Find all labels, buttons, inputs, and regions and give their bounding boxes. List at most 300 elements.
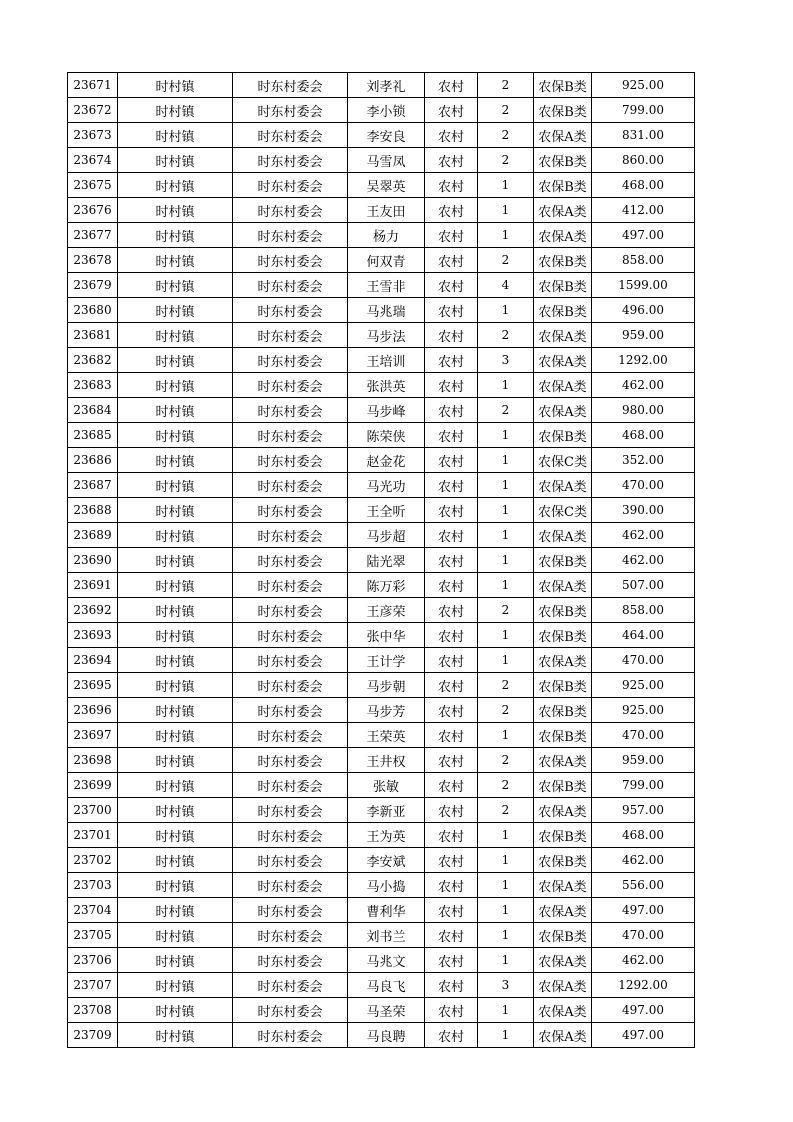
village-committee-name-cell: 时东村委会 xyxy=(233,323,348,348)
table-row xyxy=(68,573,695,598)
household-size-cell: 1 xyxy=(478,498,534,523)
town-name-cell: 时村镇 xyxy=(118,98,233,123)
town-name-cell: 时村镇 xyxy=(118,948,233,973)
amount-cell: 858.00 xyxy=(592,248,695,273)
area-type-cell: 农村 xyxy=(425,848,478,873)
village-committee-name-cell: 时东村委会 xyxy=(233,573,348,598)
insurance-category-cell: 农保B类 xyxy=(534,698,592,723)
person-name-cell: 马良聘 xyxy=(348,1023,425,1048)
area-type-cell: 农村 xyxy=(425,198,478,223)
village-committee-name-cell: 时东村委会 xyxy=(233,73,348,98)
area-type-cell: 农村 xyxy=(425,798,478,823)
area-type-cell: 农村 xyxy=(425,1023,478,1048)
village-committee-name-cell: 时东村委会 xyxy=(233,973,348,998)
amount-cell: 412.00 xyxy=(592,198,695,223)
insurance-category-cell: 农保A类 xyxy=(534,948,592,973)
table-row xyxy=(68,873,695,898)
row-number-cell: 23697 xyxy=(68,723,118,748)
row-number-cell: 23702 xyxy=(68,848,118,873)
person-name-cell: 王井权 xyxy=(348,748,425,773)
insurance-category-cell: 农保A类 xyxy=(534,1023,592,1048)
insurance-category-cell: 农保B类 xyxy=(534,273,592,298)
village-committee-name-cell: 时东村委会 xyxy=(233,948,348,973)
village-committee-name-cell: 时东村委会 xyxy=(233,1023,348,1048)
table-row xyxy=(68,348,695,373)
village-committee-name-cell: 时东村委会 xyxy=(233,873,348,898)
area-type-cell: 农村 xyxy=(425,148,478,173)
village-committee-name-cell: 时东村委会 xyxy=(233,523,348,548)
insurance-category-cell: 农保B类 xyxy=(534,823,592,848)
row-number-cell: 23708 xyxy=(68,998,118,1023)
village-committee-name-cell: 时东村委会 xyxy=(233,373,348,398)
row-number-cell: 23703 xyxy=(68,873,118,898)
amount-cell: 468.00 xyxy=(592,173,695,198)
area-type-cell: 农村 xyxy=(425,898,478,923)
village-committee-name-cell: 时东村委会 xyxy=(233,498,348,523)
row-number-cell: 23695 xyxy=(68,673,118,698)
insurance-category-cell: 农保A类 xyxy=(534,998,592,1023)
insurance-category-cell: 农保C类 xyxy=(534,498,592,523)
row-number-cell: 23699 xyxy=(68,773,118,798)
household-size-cell: 1 xyxy=(478,873,534,898)
row-number-cell: 23691 xyxy=(68,573,118,598)
insurance-category-cell: 农保B类 xyxy=(534,148,592,173)
row-number-cell: 23689 xyxy=(68,523,118,548)
table-row xyxy=(68,273,695,298)
area-type-cell: 农村 xyxy=(425,723,478,748)
town-name-cell: 时村镇 xyxy=(118,423,233,448)
amount-cell: 858.00 xyxy=(592,598,695,623)
town-name-cell: 时村镇 xyxy=(118,298,233,323)
table-row xyxy=(68,948,695,973)
household-size-cell: 1 xyxy=(478,898,534,923)
row-number-cell: 23680 xyxy=(68,298,118,323)
area-type-cell: 农村 xyxy=(425,423,478,448)
insurance-category-cell: 农保B类 xyxy=(534,98,592,123)
area-type-cell: 农村 xyxy=(425,748,478,773)
area-type-cell: 农村 xyxy=(425,998,478,1023)
person-name-cell: 王雪非 xyxy=(348,273,425,298)
village-committee-name-cell: 时东村委会 xyxy=(233,173,348,198)
table-row xyxy=(68,98,695,123)
household-size-cell: 2 xyxy=(478,323,534,348)
table-row xyxy=(68,373,695,398)
row-number-cell: 23683 xyxy=(68,373,118,398)
household-size-cell: 1 xyxy=(478,823,534,848)
area-type-cell: 农村 xyxy=(425,323,478,348)
table-row xyxy=(68,498,695,523)
person-name-cell: 马雪凤 xyxy=(348,148,425,173)
table-row xyxy=(68,423,695,448)
household-size-cell: 2 xyxy=(478,748,534,773)
person-name-cell: 马步芳 xyxy=(348,698,425,723)
amount-cell: 462.00 xyxy=(592,523,695,548)
town-name-cell: 时村镇 xyxy=(118,373,233,398)
household-size-cell: 2 xyxy=(478,248,534,273)
amount-cell: 497.00 xyxy=(592,223,695,248)
area-type-cell: 农村 xyxy=(425,973,478,998)
amount-cell: 925.00 xyxy=(592,73,695,98)
village-committee-name-cell: 时东村委会 xyxy=(233,248,348,273)
row-number-cell: 23674 xyxy=(68,148,118,173)
town-name-cell: 时村镇 xyxy=(118,198,233,223)
village-committee-name-cell: 时东村委会 xyxy=(233,148,348,173)
person-name-cell: 王彦荣 xyxy=(348,598,425,623)
table-row xyxy=(68,548,695,573)
person-name-cell: 李小锁 xyxy=(348,98,425,123)
row-number-cell: 23693 xyxy=(68,623,118,648)
person-name-cell: 赵金花 xyxy=(348,448,425,473)
table-row xyxy=(68,523,695,548)
person-name-cell: 马良飞 xyxy=(348,973,425,998)
area-type-cell: 农村 xyxy=(425,648,478,673)
village-committee-name-cell: 时东村委会 xyxy=(233,998,348,1023)
area-type-cell: 农村 xyxy=(425,698,478,723)
insurance-category-cell: 农保B类 xyxy=(534,73,592,98)
person-name-cell: 陈万彩 xyxy=(348,573,425,598)
town-name-cell: 时村镇 xyxy=(118,448,233,473)
household-size-cell: 1 xyxy=(478,423,534,448)
table-row xyxy=(68,598,695,623)
person-name-cell: 马小捣 xyxy=(348,873,425,898)
town-name-cell: 时村镇 xyxy=(118,398,233,423)
amount-cell: 925.00 xyxy=(592,698,695,723)
amount-cell: 1599.00 xyxy=(592,273,695,298)
table-row xyxy=(68,748,695,773)
village-committee-name-cell: 时东村委会 xyxy=(233,198,348,223)
amount-cell: 496.00 xyxy=(592,298,695,323)
row-number-cell: 23706 xyxy=(68,948,118,973)
insurance-category-cell: 农保A类 xyxy=(534,573,592,598)
town-name-cell: 时村镇 xyxy=(118,873,233,898)
person-name-cell: 马步超 xyxy=(348,523,425,548)
household-size-cell: 2 xyxy=(478,148,534,173)
household-size-cell: 1 xyxy=(478,223,534,248)
insurance-category-cell: 农保B类 xyxy=(534,723,592,748)
insurance-category-cell: 农保A类 xyxy=(534,898,592,923)
person-name-cell: 李安良 xyxy=(348,123,425,148)
town-name-cell: 时村镇 xyxy=(118,973,233,998)
area-type-cell: 农村 xyxy=(425,498,478,523)
town-name-cell: 时村镇 xyxy=(118,698,233,723)
table-row xyxy=(68,73,695,98)
amount-cell: 470.00 xyxy=(592,473,695,498)
amount-cell: 860.00 xyxy=(592,148,695,173)
area-type-cell: 农村 xyxy=(425,398,478,423)
area-type-cell: 农村 xyxy=(425,298,478,323)
household-size-cell: 1 xyxy=(478,298,534,323)
person-name-cell: 王计学 xyxy=(348,648,425,673)
row-number-cell: 23676 xyxy=(68,198,118,223)
household-size-cell: 2 xyxy=(478,73,534,98)
village-committee-name-cell: 时东村委会 xyxy=(233,748,348,773)
row-number-cell: 23679 xyxy=(68,273,118,298)
town-name-cell: 时村镇 xyxy=(118,923,233,948)
town-name-cell: 时村镇 xyxy=(118,498,233,523)
town-name-cell: 时村镇 xyxy=(118,248,233,273)
person-name-cell: 张敏 xyxy=(348,773,425,798)
insurance-category-cell: 农保B类 xyxy=(534,623,592,648)
row-number-cell: 23688 xyxy=(68,498,118,523)
amount-cell: 470.00 xyxy=(592,723,695,748)
table-row xyxy=(68,848,695,873)
household-size-cell: 2 xyxy=(478,123,534,148)
table-row xyxy=(68,623,695,648)
insurance-category-cell: 农保A类 xyxy=(534,373,592,398)
amount-cell: 831.00 xyxy=(592,123,695,148)
table-row xyxy=(68,448,695,473)
area-type-cell: 农村 xyxy=(425,923,478,948)
household-size-cell: 1 xyxy=(478,723,534,748)
village-committee-name-cell: 时东村委会 xyxy=(233,823,348,848)
household-size-cell: 4 xyxy=(478,273,534,298)
table-row xyxy=(68,898,695,923)
insurance-category-cell: 农保B类 xyxy=(534,248,592,273)
table-row xyxy=(68,723,695,748)
row-number-cell: 23686 xyxy=(68,448,118,473)
person-name-cell: 曹利华 xyxy=(348,898,425,923)
village-committee-name-cell: 时东村委会 xyxy=(233,798,348,823)
insurance-category-cell: 农保B类 xyxy=(534,423,592,448)
town-name-cell: 时村镇 xyxy=(118,473,233,498)
row-number-cell: 23705 xyxy=(68,923,118,948)
person-name-cell: 何双青 xyxy=(348,248,425,273)
town-name-cell: 时村镇 xyxy=(118,323,233,348)
town-name-cell: 时村镇 xyxy=(118,173,233,198)
village-committee-name-cell: 时东村委会 xyxy=(233,423,348,448)
row-number-cell: 23675 xyxy=(68,173,118,198)
row-number-cell: 23681 xyxy=(68,323,118,348)
village-committee-name-cell: 时东村委会 xyxy=(233,448,348,473)
area-type-cell: 农村 xyxy=(425,373,478,398)
insurance-category-cell: 农保C类 xyxy=(534,448,592,473)
table-row xyxy=(68,773,695,798)
insurance-category-cell: 农保A类 xyxy=(534,473,592,498)
table-row xyxy=(68,923,695,948)
insurance-category-cell: 农保A类 xyxy=(534,223,592,248)
village-committee-name-cell: 时东村委会 xyxy=(233,773,348,798)
household-size-cell: 1 xyxy=(478,648,534,673)
row-number-cell: 23701 xyxy=(68,823,118,848)
area-type-cell: 农村 xyxy=(425,73,478,98)
household-size-cell: 1 xyxy=(478,923,534,948)
person-name-cell: 马步朝 xyxy=(348,673,425,698)
town-name-cell: 时村镇 xyxy=(118,998,233,1023)
row-number-cell: 23682 xyxy=(68,348,118,373)
table-row xyxy=(68,398,695,423)
person-name-cell: 马步法 xyxy=(348,323,425,348)
household-size-cell: 1 xyxy=(478,573,534,598)
household-size-cell: 1 xyxy=(478,198,534,223)
table-body xyxy=(68,73,695,1048)
insurance-category-cell: 农保B类 xyxy=(534,848,592,873)
household-size-cell: 1 xyxy=(478,473,534,498)
town-name-cell: 时村镇 xyxy=(118,673,233,698)
row-number-cell: 23704 xyxy=(68,898,118,923)
area-type-cell: 农村 xyxy=(425,548,478,573)
area-type-cell: 农村 xyxy=(425,248,478,273)
town-name-cell: 时村镇 xyxy=(118,623,233,648)
amount-cell: 556.00 xyxy=(592,873,695,898)
area-type-cell: 农村 xyxy=(425,448,478,473)
person-name-cell: 李安斌 xyxy=(348,848,425,873)
town-name-cell: 时村镇 xyxy=(118,898,233,923)
person-name-cell: 王友田 xyxy=(348,198,425,223)
row-number-cell: 23673 xyxy=(68,123,118,148)
insurance-category-cell: 农保A类 xyxy=(534,798,592,823)
table-row xyxy=(68,248,695,273)
table-row xyxy=(68,123,695,148)
town-name-cell: 时村镇 xyxy=(118,123,233,148)
table-row xyxy=(68,298,695,323)
amount-cell: 462.00 xyxy=(592,548,695,573)
village-committee-name-cell: 时东村委会 xyxy=(233,123,348,148)
household-size-cell: 1 xyxy=(478,998,534,1023)
amount-cell: 464.00 xyxy=(592,623,695,648)
amount-cell: 352.00 xyxy=(592,448,695,473)
household-size-cell: 2 xyxy=(478,773,534,798)
amount-cell: 390.00 xyxy=(592,498,695,523)
person-name-cell: 陈荣侠 xyxy=(348,423,425,448)
area-type-cell: 农村 xyxy=(425,823,478,848)
area-type-cell: 农村 xyxy=(425,773,478,798)
amount-cell: 959.00 xyxy=(592,748,695,773)
household-size-cell: 1 xyxy=(478,1023,534,1048)
insurance-category-cell: 农保A类 xyxy=(534,873,592,898)
person-name-cell: 张中华 xyxy=(348,623,425,648)
area-type-cell: 农村 xyxy=(425,273,478,298)
household-size-cell: 2 xyxy=(478,398,534,423)
amount-cell: 799.00 xyxy=(592,98,695,123)
table-row xyxy=(68,323,695,348)
row-number-cell: 23698 xyxy=(68,748,118,773)
person-name-cell: 王荣英 xyxy=(348,723,425,748)
household-size-cell: 2 xyxy=(478,798,534,823)
amount-cell: 959.00 xyxy=(592,323,695,348)
table-row xyxy=(68,973,695,998)
town-name-cell: 时村镇 xyxy=(118,723,233,748)
village-committee-name-cell: 时东村委会 xyxy=(233,848,348,873)
town-name-cell: 时村镇 xyxy=(118,648,233,673)
row-number-cell: 23694 xyxy=(68,648,118,673)
person-name-cell: 马步峰 xyxy=(348,398,425,423)
area-type-cell: 农村 xyxy=(425,673,478,698)
row-number-cell: 23678 xyxy=(68,248,118,273)
table-row xyxy=(68,648,695,673)
household-size-cell: 1 xyxy=(478,848,534,873)
insurance-category-cell: 农保A类 xyxy=(534,198,592,223)
insurance-category-cell: 农保A类 xyxy=(534,323,592,348)
table-row xyxy=(68,823,695,848)
amount-cell: 497.00 xyxy=(592,998,695,1023)
row-number-cell: 23692 xyxy=(68,598,118,623)
person-name-cell: 马圣荣 xyxy=(348,998,425,1023)
row-number-cell: 23709 xyxy=(68,1023,118,1048)
amount-cell: 462.00 xyxy=(592,948,695,973)
village-committee-name-cell: 时东村委会 xyxy=(233,348,348,373)
town-name-cell: 时村镇 xyxy=(118,848,233,873)
household-size-cell: 3 xyxy=(478,973,534,998)
household-size-cell: 3 xyxy=(478,348,534,373)
village-committee-name-cell: 时东村委会 xyxy=(233,473,348,498)
area-type-cell: 农村 xyxy=(425,223,478,248)
person-name-cell: 王培训 xyxy=(348,348,425,373)
insurance-category-cell: 农保A类 xyxy=(534,398,592,423)
person-name-cell: 马兆文 xyxy=(348,948,425,973)
village-committee-name-cell: 时东村委会 xyxy=(233,223,348,248)
person-name-cell: 王全听 xyxy=(348,498,425,523)
person-name-cell: 刘孝礼 xyxy=(348,73,425,98)
person-name-cell: 刘书兰 xyxy=(348,923,425,948)
amount-cell: 470.00 xyxy=(592,923,695,948)
village-committee-name-cell: 时东村委会 xyxy=(233,623,348,648)
area-type-cell: 农村 xyxy=(425,523,478,548)
town-name-cell: 时村镇 xyxy=(118,573,233,598)
village-committee-name-cell: 时东村委会 xyxy=(233,698,348,723)
person-name-cell: 张洪英 xyxy=(348,373,425,398)
amount-cell: 799.00 xyxy=(592,773,695,798)
amount-cell: 468.00 xyxy=(592,823,695,848)
insurance-category-cell: 农保B类 xyxy=(534,298,592,323)
amount-cell: 462.00 xyxy=(592,373,695,398)
table-row xyxy=(68,198,695,223)
household-size-cell: 2 xyxy=(478,673,534,698)
row-number-cell: 23671 xyxy=(68,73,118,98)
row-number-cell: 23707 xyxy=(68,973,118,998)
insurance-category-cell: 农保B类 xyxy=(534,773,592,798)
area-type-cell: 农村 xyxy=(425,173,478,198)
village-committee-name-cell: 时东村委会 xyxy=(233,898,348,923)
household-size-cell: 2 xyxy=(478,698,534,723)
person-name-cell: 李新亚 xyxy=(348,798,425,823)
insurance-category-cell: 农保B类 xyxy=(534,598,592,623)
amount-cell: 470.00 xyxy=(592,648,695,673)
town-name-cell: 时村镇 xyxy=(118,1023,233,1048)
amount-cell: 980.00 xyxy=(592,398,695,423)
town-name-cell: 时村镇 xyxy=(118,523,233,548)
town-name-cell: 时村镇 xyxy=(118,348,233,373)
row-number-cell: 23672 xyxy=(68,98,118,123)
insurance-category-cell: 农保B类 xyxy=(534,548,592,573)
amount-cell: 462.00 xyxy=(592,848,695,873)
insurance-category-cell: 农保A类 xyxy=(534,348,592,373)
village-committee-name-cell: 时东村委会 xyxy=(233,548,348,573)
row-number-cell: 23685 xyxy=(68,423,118,448)
town-name-cell: 时村镇 xyxy=(118,273,233,298)
town-name-cell: 时村镇 xyxy=(118,773,233,798)
person-name-cell: 王为英 xyxy=(348,823,425,848)
town-name-cell: 时村镇 xyxy=(118,598,233,623)
table-row xyxy=(68,148,695,173)
row-number-cell: 23696 xyxy=(68,698,118,723)
household-size-cell: 1 xyxy=(478,523,534,548)
village-committee-name-cell: 时东村委会 xyxy=(233,923,348,948)
household-size-cell: 1 xyxy=(478,623,534,648)
insurance-category-cell: 农保A类 xyxy=(534,973,592,998)
town-name-cell: 时村镇 xyxy=(118,798,233,823)
table-row xyxy=(68,1023,695,1048)
village-committee-name-cell: 时东村委会 xyxy=(233,298,348,323)
row-number-cell: 23684 xyxy=(68,398,118,423)
town-name-cell: 时村镇 xyxy=(118,548,233,573)
allowance-table xyxy=(67,72,695,1048)
household-size-cell: 1 xyxy=(478,448,534,473)
village-committee-name-cell: 时东村委会 xyxy=(233,398,348,423)
amount-cell: 1292.00 xyxy=(592,973,695,998)
amount-cell: 468.00 xyxy=(592,423,695,448)
table-row xyxy=(68,998,695,1023)
insurance-category-cell: 农保B类 xyxy=(534,923,592,948)
